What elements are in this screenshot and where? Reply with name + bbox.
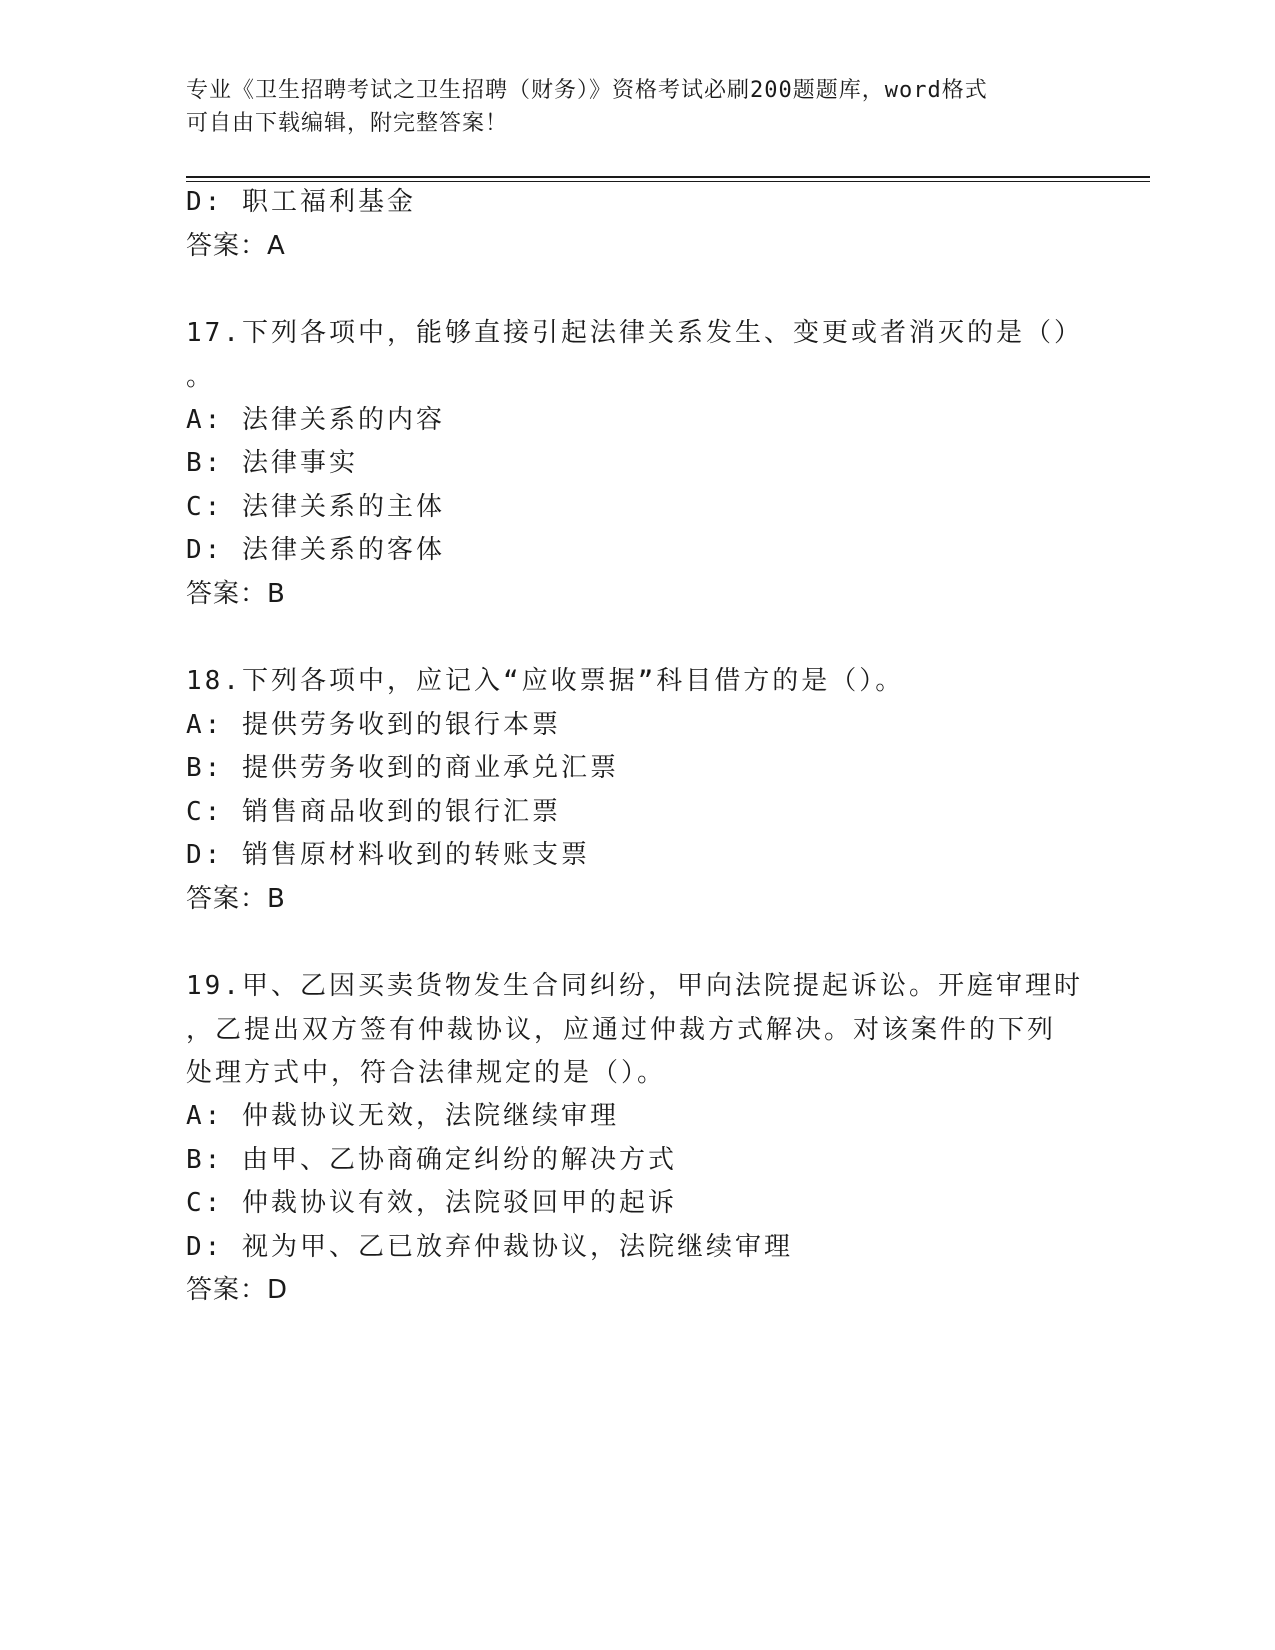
q17-stem-line-1: 17.下列各项中，能够直接引起法律关系发生、变更或者消灭的是（） xyxy=(186,318,1083,348)
header-line-2: 可自由下载编辑，附完整答案！ xyxy=(186,111,509,136)
q19-answer: 答案：D xyxy=(186,1275,289,1305)
q18-answer: 答案：B xyxy=(186,884,286,914)
page-header xyxy=(186,74,1066,140)
prev-option-d: D: 职工福利基金 xyxy=(186,187,416,217)
header-rule-thin xyxy=(186,181,1150,182)
header-line-1: 专业《卫生招聘考试之卫生招聘（财务）》资格考试必刷200题题库，word格式 xyxy=(186,78,988,103)
q19-option-c: C: 仲裁协议有效，法院驳回甲的起诉 xyxy=(186,1188,677,1218)
q19-option-b: B: 由甲、乙协商确定纠纷的解决方式 xyxy=(186,1145,677,1175)
q19-option-a: A: 仲裁协议无效，法院继续审理 xyxy=(186,1101,619,1131)
header-rule-thick xyxy=(186,176,1150,178)
q17-option-b: B: 法律事实 xyxy=(186,448,358,478)
q19-stem-line-3: 处理方式中，符合法律规定的是（）。 xyxy=(186,1058,667,1088)
q17-option-d: D: 法律关系的客体 xyxy=(186,535,445,565)
q19-stem-line-1: 19.甲、乙因买卖货物发生合同纠纷，甲向法院提起诉讼。开庭审理时 xyxy=(186,971,1083,1001)
q17-stem-line-2: 。 xyxy=(186,362,216,392)
q19-stem-line-2: ，乙提出双方签有仲裁协议，应通过仲裁方式解决。对该案件的下列 xyxy=(186,1015,1057,1045)
q19-option-d: D: 视为甲、乙已放弃仲裁协议，法院继续审理 xyxy=(186,1232,793,1262)
q17-option-a: A: 法律关系的内容 xyxy=(186,405,445,435)
q17-answer: 答案：B xyxy=(186,579,286,609)
q18-option-d: D: 销售原材料收到的转账支票 xyxy=(186,840,590,870)
q18-stem-line-1: 18.下列各项中，应记入“应收票据”科目借方的是（）。 xyxy=(186,666,905,696)
q17-option-c: C: 法律关系的主体 xyxy=(186,492,445,522)
prev-answer: 答案：A xyxy=(186,231,286,261)
q18-option-c: C: 销售商品收到的银行汇票 xyxy=(186,797,561,827)
q18-option-b: B: 提供劳务收到的商业承兑汇票 xyxy=(186,753,619,783)
q18-option-a: A: 提供劳务收到的银行本票 xyxy=(186,710,561,740)
